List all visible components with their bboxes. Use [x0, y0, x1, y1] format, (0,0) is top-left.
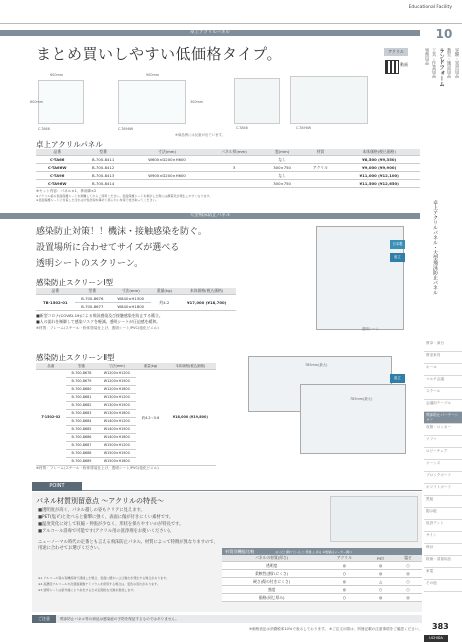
cell: B-700-8681	[66, 393, 97, 401]
assembly-badge: 組立	[390, 374, 405, 383]
cell: W1200×H1800	[97, 385, 136, 393]
page-number: 383	[432, 622, 449, 631]
dim-label: 300mm	[190, 100, 204, 104]
cell: 3	[206, 164, 262, 172]
comparison-title	[222, 548, 422, 555]
point-title: パネル材質別留意点 〜アクリルの特長〜	[36, 497, 165, 505]
material-note: ※材質：フレーム/スチール・粉体塗装仕上げ、透明シート/PVC(塩化ビニル)	[36, 326, 159, 330]
table-row	[222, 578, 422, 586]
material-note: ※材質：フレーム/スチール・粉体塗装仕上げ、透明シート/PVC(塩化ビニル)	[36, 466, 159, 470]
point-paragraph: ニューノーマル時代の定番とも言える飛沫防止パネル。材質によって特徴が異なりますので、用途に合わせてお選びください。	[38, 540, 218, 551]
table-row	[36, 180, 420, 188]
side-list-item[interactable]: ホワイトボード	[424, 484, 462, 496]
hero-title: まとめ買いしやすい低価格タイプ。	[36, 45, 283, 63]
table-row	[222, 562, 422, 570]
cell: ◎	[321, 586, 367, 594]
side-list-item[interactable]: サイン	[424, 532, 462, 544]
col-header: 材質	[303, 149, 339, 156]
col-header: パネル厚(mm)	[206, 149, 262, 156]
cell: B-700-8685	[66, 425, 97, 433]
image-label: C-TA66	[236, 126, 248, 130]
comparison-panel	[222, 548, 422, 602]
col-header: 寸法(mm)	[110, 288, 151, 295]
col-header: 型番	[75, 288, 110, 295]
product-photo-ta96w	[290, 76, 368, 124]
point-bullet: ■PET(塩ビ)と比べると衝撃に強く、表面に傷が付きにくい素材です。	[38, 515, 174, 520]
col-header: 品番	[36, 288, 75, 295]
cell: △	[367, 578, 394, 586]
catch-line-3: 透明シートのスクリーン。	[36, 259, 144, 269]
screen2-title: 感染防止スクリーンⅡ型	[36, 353, 115, 362]
cell: 300×750	[262, 164, 303, 172]
bullet: ■新型コロナ(COVID-19)による飛沫感染及び接触感染を防止する衝立。	[36, 313, 163, 318]
cell: B-700-8411	[79, 156, 128, 164]
header-category: Educational Facility	[408, 5, 452, 10]
side-list-item[interactable]: 除菌・清掃用品	[424, 556, 462, 568]
side-list-item[interactable]: ロビーチェア	[424, 448, 462, 460]
cell: W900×D200×H600	[128, 172, 206, 180]
footnote: ※3 透明シートは紫外線により劣化するため定期的な交換を推奨します。	[38, 588, 137, 592]
price-note: ※価格表記は消費税率10%で表示しております。 ※ご注文の際は、別冊記載の注意事項をご確認ください。	[249, 627, 422, 631]
cell: B-700-8687	[66, 441, 97, 449]
product-image-ta66	[38, 80, 84, 124]
cell	[128, 164, 206, 172]
cell: B-700-8680	[66, 385, 97, 393]
side-list	[424, 340, 462, 592]
cell: 約4.2〜5.6	[136, 369, 164, 465]
col-header: 本体価格(税込価格)	[177, 288, 236, 295]
table-row	[222, 594, 422, 602]
qr-code-icon[interactable]	[385, 60, 399, 74]
cell: ◎	[394, 570, 422, 578]
side-list-item[interactable]: ソファ	[424, 436, 462, 448]
note: ※アクリル板の表面保護シートを剥離してからご使用ください。表面保護シートを剥がした際には静電気が発生しやすくなります。	[36, 194, 213, 198]
side-tab-2[interactable]: 工具・作業用品	[431, 48, 436, 79]
col-header: PET	[367, 555, 394, 562]
cell	[303, 172, 339, 180]
screen2-photo-b	[300, 384, 406, 454]
side-list-item[interactable]: 掲示板	[424, 508, 462, 520]
cell: ○	[321, 594, 367, 602]
cell: B-700-8689	[66, 457, 97, 465]
cell: ◎	[394, 594, 422, 602]
side-list-item[interactable]: 会議用テーブル	[424, 400, 462, 412]
section-bar-acrylic: 卓上アクリルパネル	[0, 30, 420, 36]
side-tab-5[interactable]: 実験・実習用品	[454, 48, 459, 79]
cell	[206, 156, 262, 164]
chapter-number: 10	[433, 27, 455, 47]
cell: B-700-8678	[66, 369, 97, 377]
cell: W1500×H1200	[97, 441, 136, 449]
cell: ◎	[367, 562, 394, 570]
cell: W1500×H1500	[97, 449, 136, 457]
dim-label: 600mm	[30, 100, 44, 104]
maker-logo: UCHIDA	[424, 635, 448, 642]
col-header: 品番	[36, 149, 79, 156]
cell: C-TA96	[36, 172, 79, 180]
side-list-item-active[interactable]: 飛沫防止パーテーション	[424, 412, 462, 424]
side-list-item[interactable]: 収納・ロッカー	[424, 424, 462, 436]
cell: B-700-8413	[79, 172, 128, 180]
cell: B-700-8679	[66, 377, 97, 385]
comparison-legend: ◎ ◇◯ 優れている ○ 普通 △ 劣る ※数値はメーカー調べ	[275, 550, 353, 554]
cell: W1400×H1500	[97, 425, 136, 433]
dim-label: 785mm(最大)	[350, 397, 373, 401]
price-cell: ¥11,000 (¥12,100)	[338, 172, 420, 180]
cell: TB-1502-01	[36, 295, 75, 311]
cell: 硬さ(傷の付きにくさ)	[222, 578, 321, 586]
cell: C-TA66W	[36, 164, 79, 172]
cell: B-700-8688	[66, 449, 97, 457]
image-note: ※商品例には反射が出ています。	[175, 133, 226, 137]
cell: 透明度	[222, 562, 321, 570]
cell: アクリル	[303, 164, 339, 172]
cell: T-1502-02	[36, 369, 66, 465]
table-row	[222, 586, 422, 594]
cell: W1300×H1500	[97, 401, 136, 409]
col-header: 品番	[36, 363, 66, 369]
photo-label: 透明シート	[362, 327, 379, 331]
cell: 価格(同じ厚み)	[222, 594, 321, 602]
table-row	[36, 156, 420, 164]
side-list-item[interactable]: 黒板	[424, 496, 462, 508]
product-photo-ta66	[234, 78, 280, 124]
made-in-japan-badge: 日本製	[390, 240, 405, 249]
dim-label: 600mm	[50, 73, 64, 77]
table-row	[222, 570, 422, 578]
cell: ◎	[321, 578, 367, 586]
cell: W1500×H1800	[97, 457, 136, 465]
image-label: C-TA96W	[118, 127, 134, 131]
side-list-item[interactable]: 家電	[424, 568, 462, 580]
cell: B-700-8683	[66, 409, 97, 417]
assembly-badge: 組立	[390, 253, 405, 262]
side-list-item[interactable]: マルチ会議	[424, 376, 462, 388]
point-bullet: ■透明度が高く、パネル越しの姿もクリアに見えます。	[38, 508, 145, 513]
col-header: 型番	[79, 149, 128, 156]
price-cell: ¥8,500 (¥9,350)	[338, 156, 420, 164]
video-label[interactable]: 動画	[400, 62, 408, 67]
dim-label: 900mm	[146, 73, 160, 77]
col-header: 塩ビ	[394, 555, 422, 562]
cell: B-700-8677	[75, 303, 110, 311]
side-list-item[interactable]: 仮設テント	[424, 520, 462, 532]
notice-tag: ご注意	[32, 615, 56, 623]
point-tag: POINT	[32, 482, 82, 491]
col-header: 窓(mm)	[262, 149, 303, 156]
catch-line-1: 感染防止対策！！機沫・接触感染を防ぐ。	[36, 227, 207, 237]
material-tag: アクリル	[384, 48, 408, 56]
side-tab-1[interactable]: 事務用品	[424, 48, 429, 66]
cell: B-700-8682	[66, 401, 97, 409]
point-header	[32, 482, 422, 491]
cell: B-700-8684	[66, 417, 97, 425]
cell: W1400×H1200	[97, 417, 136, 425]
side-tab-4[interactable]: 教室・施設用品	[446, 48, 451, 79]
col-header: 寸法(mm)	[128, 149, 206, 156]
cell: W1300×H1200	[97, 393, 136, 401]
cell: W1200×H1200	[97, 369, 136, 377]
footnote: ※2 高濃度アルコールや次亜塩素酸ナトリウムを使用する場合は、変色の恐れがあります。	[38, 582, 160, 586]
cell: C-TA96W	[36, 180, 79, 188]
catch-line-2: 設置場所に合わせてサイズが選べる	[36, 243, 180, 253]
cell: 強度	[222, 586, 321, 594]
col-header: 本体価格(税込価格)	[338, 149, 420, 156]
col-header: 重量(kg)	[136, 363, 164, 369]
side-list-item[interactable]: 時計	[424, 544, 462, 556]
cell: 約4.2	[151, 295, 177, 311]
point-bullet: ■アルコール消毒で可能です(アクリル用の洗浄剤をお使いください)。	[38, 529, 174, 534]
cell: 柔軟性(割れにくさ)	[222, 570, 321, 578]
screen1-table	[36, 288, 236, 311]
cell: 300×750	[262, 180, 303, 188]
point-bullet: ■温度変化に対して収縮・伸張が少なく、形状を保ちやすいのが特長です。	[38, 522, 184, 527]
screen1-title: 感染防止スクリーンⅠ型	[36, 278, 114, 287]
side-list-item[interactable]: ホール	[424, 364, 462, 376]
cell: なし	[262, 156, 303, 164]
table-row	[36, 172, 420, 180]
price-cell: ¥11,500 (¥12,650)	[338, 180, 420, 188]
comparison-title-text: 材質別機能比較	[225, 549, 255, 554]
cell	[128, 180, 206, 188]
cell: C-TA66	[36, 156, 79, 164]
cell: ○	[367, 586, 394, 594]
cell: ○	[394, 586, 422, 594]
table-row	[36, 369, 216, 377]
col-header: 重量(kg)	[151, 288, 177, 295]
screen2-table	[36, 363, 216, 466]
footnote: ※1 アルコール等の有機溶剤で清掃した場合、表面に細かいひび割れが発生する場合があります。	[38, 576, 169, 580]
price-cell: ¥18,000 (¥19,800)	[165, 369, 216, 465]
col-header: アクリル	[321, 555, 367, 562]
bullet: ■人の流れを制御して感染リスクを軽減。透明シートが圧迫感を緩和。	[36, 319, 161, 324]
cell: B-700-8676	[75, 295, 110, 303]
product-image-ta96w	[118, 80, 186, 124]
page-header	[0, 0, 462, 24]
col-header: 型番	[66, 363, 97, 369]
price-cell: ¥17,000 (¥18,700)	[177, 295, 236, 311]
cell: ◎	[321, 562, 367, 570]
col-header: 本体価格(税込価格)	[165, 363, 216, 369]
side-list-item[interactable]: 教室家具	[424, 352, 462, 364]
side-section-label	[430, 200, 444, 300]
notice-text: 飛沫防止パネル等の商品は感染症の予防を保証するものではありません。	[60, 617, 179, 621]
table-row	[36, 164, 420, 172]
cell	[303, 156, 339, 164]
comparison-table	[222, 555, 422, 602]
cell: ○	[394, 562, 422, 570]
note: ※表面保護シートに付着した汚れは中性洗剤を薄めて柔らかい布等で拭き取ってください。	[36, 198, 159, 202]
side-index	[423, 48, 462, 178]
cell	[206, 180, 262, 188]
image-label: C-TA96W	[296, 126, 312, 130]
dim-label: 785mm(最大)	[305, 363, 328, 367]
cell: B-700-8686	[66, 433, 97, 441]
cell: B-700-8412	[79, 164, 128, 172]
side-list-item[interactable]: ブロックボード	[424, 472, 462, 484]
image-label: C-TA66	[38, 127, 50, 131]
cell: なし	[262, 172, 303, 180]
side-list-item[interactable]: ジーンズ	[424, 460, 462, 472]
side-section-text: 卓上アクリルパネル・大型飛沫防止パネル	[432, 200, 438, 295]
office-illustration	[330, 496, 418, 542]
cell: W1300×H1800	[97, 409, 136, 417]
side-tab-3[interactable]: ランドフォーム	[438, 48, 444, 87]
side-list-item[interactable]: その他	[424, 580, 462, 592]
side-list-item[interactable]: スクール	[424, 388, 462, 400]
side-list-item[interactable]: 教卓・演台	[424, 340, 462, 352]
cell: W1200×H1500	[97, 377, 136, 385]
cell: W840×H1800	[110, 303, 151, 311]
section-title: 卓上アクリルパネル	[36, 140, 103, 149]
cell: ◎	[367, 594, 394, 602]
col-header: 寸法(mm)	[97, 363, 136, 369]
notice-bar	[32, 615, 422, 623]
note: ※セット内容：パネル×1、専用脚×2	[36, 189, 97, 193]
cell: W840×H1500	[110, 295, 151, 303]
col-header: パネルの材質(厚さ)	[222, 555, 321, 562]
price-cell: ¥9,000 (¥9,900)	[338, 164, 420, 172]
table-row	[36, 295, 236, 303]
cell: ◎	[367, 570, 394, 578]
cell: ○	[321, 570, 367, 578]
acrylic-table	[36, 149, 420, 188]
cell: W1400×H1800	[97, 433, 136, 441]
cell	[303, 180, 339, 188]
cell: W600×D200×H600	[128, 156, 206, 164]
cell	[206, 172, 262, 180]
cell: B-700-8414	[79, 180, 128, 188]
cell: ○	[394, 578, 422, 586]
section-bar-large: 大型飛沫防止パネル	[0, 213, 420, 219]
